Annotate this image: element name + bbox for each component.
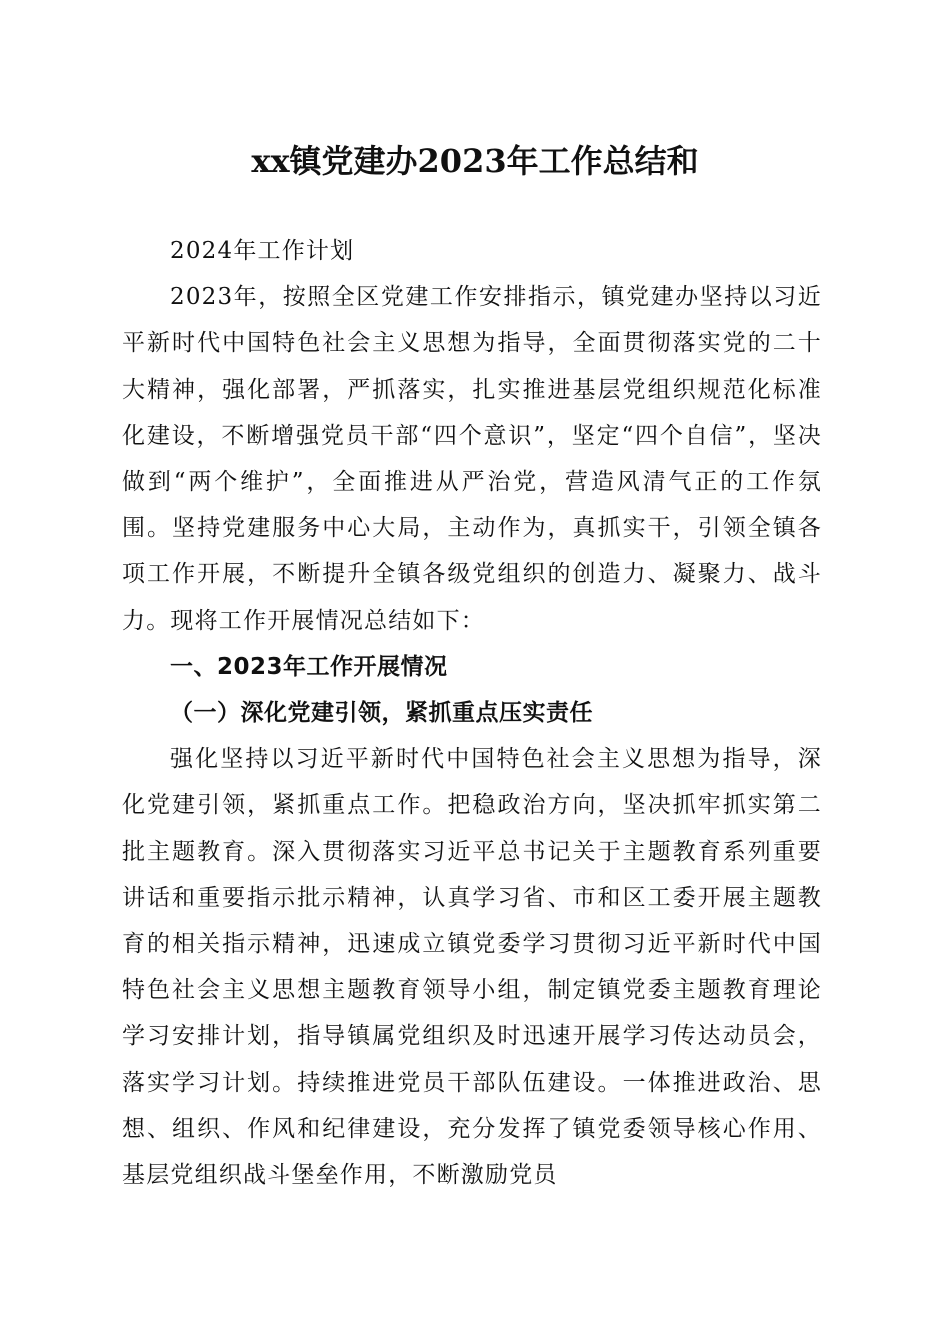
subsection-body-1-1: 强化坚持以习近平新时代中国特色社会主义思想为指导，深化党建引领，紧抓重点工作。把稳政治方向，坚决抓牢抓实第二批主题教育。深入贯彻落实习近平总书记关于主题教育系列重要讲话和重要指示批示精神，认真学习省、市和区工委开展主题教育的相关指示精神，迅速成立镇党委学习贯彻习近平新时代中国特色社会主义思想主题教育领导小组，制定镇党委主题教育理论学习安排计划，指导镇属党组织及时迅速开展学习传达动员会，落实学习计划。持续推进党员干部队伍建设。一体推进政治、思想、组织、作风和纪律建设，充分发挥了镇党委领导核心作用、基层党组织战斗堡垒作用，不断激励党员: [122, 746, 822, 1189]
section-heading-1: 一、2023年工作开展情况: [170, 653, 448, 680]
document-body: [122, 228, 822, 1198]
subsection-heading-1-1: （一）深化党建引领，紧抓重点压实责任: [170, 700, 593, 727]
intro-paragraph: 2023年，按照全区党建工作安排指示，镇党建办坚持以习近平新时代中国特色社会主义思想为指导，全面贯彻落实党的二十大精神，强化部署，严抓落实，扎实推进基层党组织规范化标准化建设，不断增强党员干部“四个意识”，坚定“四个自信”，坚决做到“两个维护”，全面推进从严治党，营造风清气正的工作氛围。坚持党建服务中心大局，主动作为，真抓实干，引领全镇各项工作开展，不断提升全镇各级党组织的创造力、凝聚力、战斗力。现将工作开展情况总结如下：: [122, 284, 822, 634]
document-title: xx镇党建办2023年工作总结和: [251, 142, 699, 180]
document-subtitle: 2024年工作计划: [170, 238, 355, 264]
